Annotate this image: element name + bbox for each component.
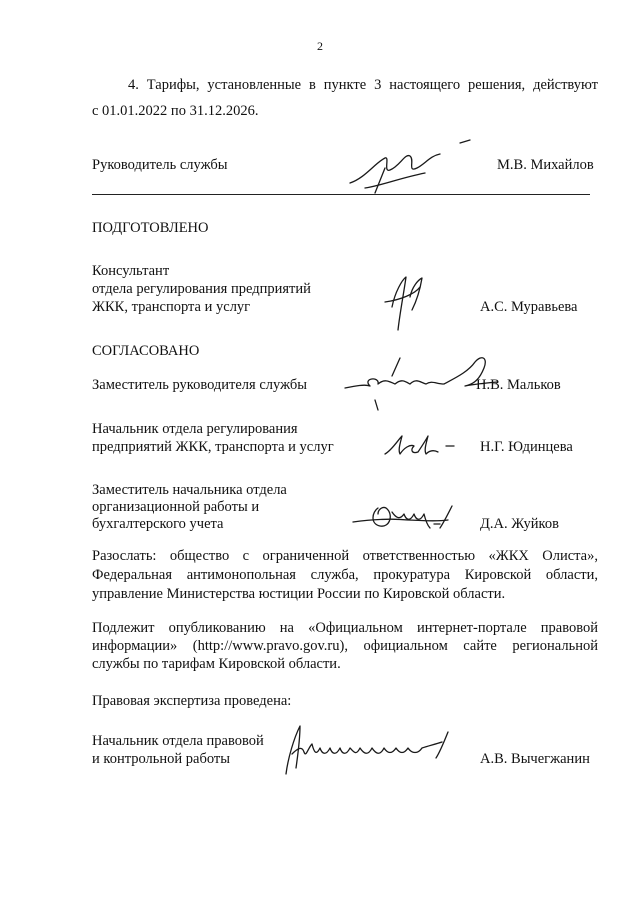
- publication-line-2: информации» (http://www.pravo.gov.ru), официальном сайте региональной: [92, 638, 598, 654]
- distribution-line-1: Разослать: общество с ограниченной ответственностью «ЖКХ Олиста»,: [92, 548, 598, 564]
- prepared-heading: ПОДГОТОВЛЕНО: [92, 220, 209, 236]
- signer-3-name: Д.А. Жуйков: [480, 516, 559, 532]
- publication-line-1: Подлежит опубликованию на «Официальном интернет-портале правовой: [92, 620, 598, 636]
- prepared-position-line-2: отдела регулирования предприятий: [92, 281, 311, 297]
- head-title: Руководитель службы: [92, 157, 228, 173]
- legal-review-note: Правовая экспертиза проведена:: [92, 693, 292, 709]
- distribution-line-3: управление Министерства юстиции России по Кировской области.: [92, 586, 506, 602]
- legal-position-line-2: и контрольной работы: [92, 751, 230, 767]
- page-number: 2: [317, 39, 323, 53]
- signer-3-position-line-2: организационной работы и: [92, 499, 260, 515]
- prepared-name: А.С. Муравьева: [480, 299, 578, 315]
- signer-2-signature: [380, 430, 460, 460]
- signer-1-name: Н.В. Мальков: [476, 377, 561, 393]
- prepared-signature: [380, 272, 440, 332]
- legal-position-line-1: Начальник отдела правовой: [92, 733, 264, 749]
- clause-4-line-1: 4. Тарифы, установленные в пункте 3 настоящего решения, действуют: [128, 77, 598, 93]
- signer-2-name: Н.Г. Юдинцева: [480, 439, 573, 455]
- publication-line-3: службы по тарифам Кировской области.: [92, 656, 341, 672]
- prepared-position-line-1: Консультант: [92, 263, 170, 279]
- legal-signature: [272, 718, 457, 778]
- signer-1-position: Заместитель руководителя службы: [92, 377, 308, 393]
- signer-3-signature: [348, 498, 468, 538]
- signer-2-position-line-2: предприятий ЖКК, транспорта и услуг: [92, 439, 334, 455]
- signer-3-position-line-3: бухгалтерского учета: [92, 516, 224, 532]
- head-name: М.В. Михайлов: [497, 157, 594, 173]
- signer-3-position-line-1: Заместитель начальника отдела: [92, 482, 287, 498]
- prepared-position-line-3: ЖКК, транспорта и услуг: [92, 299, 251, 315]
- distribution-line-2: Федеральная антимонопольная служба, прокуратура Кировской области,: [92, 567, 598, 583]
- signer-2-position-line-1: Начальник отдела регулирования: [92, 421, 298, 437]
- agreed-heading: СОГЛАСОВАНО: [92, 343, 200, 359]
- separator-line: [92, 194, 590, 195]
- head-signature: [345, 138, 455, 198]
- legal-name: А.В. Вычегжанин: [480, 751, 590, 767]
- clause-4-line-2: с 01.01.2022 по 31.12.2026.: [92, 103, 259, 119]
